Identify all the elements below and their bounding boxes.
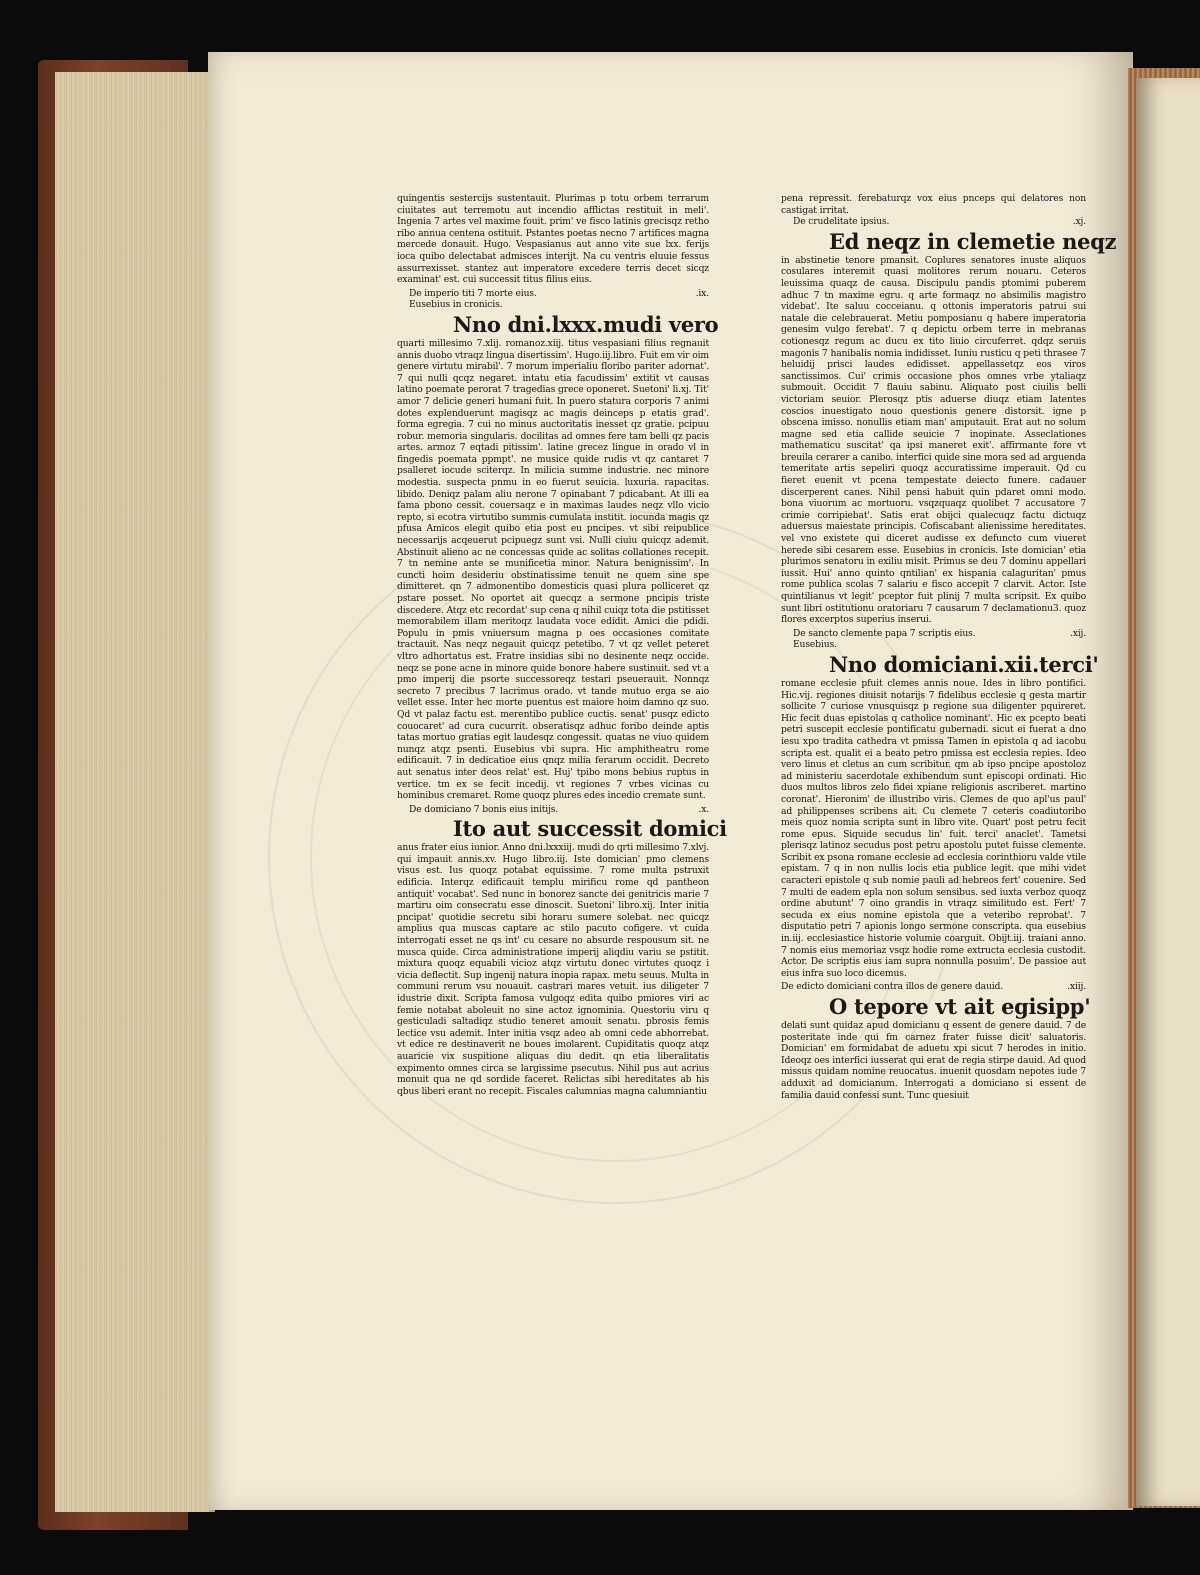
paragraph: quingentis sestercijs sustentauit. Plurimas p totu orbem terrarum ciuitates aut terremotu aut incendio afflictas restituit in meli'. Ingenia 7 artes vel maxime fouit. prim' ve fisco latinis grecisqz retho ribo annua centena ostituit. Pstantes poetas necno 7 artifices magna mercede donauit. Hugo. Vespasianus aut anno vite sue lxx. ferijs ioca quibo delectabat admisces interijt. Na cu ventris eluuie fessus assurrexisset. stantez aut imperatore excedere terris decet sicqz examinat' est. cui successit titus filius eius. xyxy=(397,193,709,286)
section-heading: Ed neqz in clemetie neqz xyxy=(829,228,1117,254)
section-heading: Nno dni.lxxx.mudi vero xyxy=(453,311,719,337)
page-block-edge xyxy=(55,72,215,1512)
chapter-number: .xj. xyxy=(1072,216,1086,228)
chapter-number: .xij. xyxy=(1069,627,1086,639)
chapter-number: .ix. xyxy=(695,287,709,299)
section-heading: O tepore vt ait egisipp' xyxy=(829,994,1091,1019)
rubric-text: De crudelitate ipsius. xyxy=(793,216,890,228)
section-rubric xyxy=(781,216,1086,228)
source-rubric: Eusebius in cronicis. xyxy=(409,299,503,311)
paragraph: pena repressit. ferebaturqz vox eius pnceps qui delatores non castigat irritat. xyxy=(781,193,1086,216)
paragraph: in abstinetie tenore pmansit. Coplures senatores inuste aliquos cosulares interemit quasi molitores rerum nouaru. Ceteros leuissima quaqz de causa. Discipulu pandis ptomimi puberem adhuc 7 tn maxime egru. q arte formaqz no absimilis magistro videbat'. Ite saluu cocceianu. q ottonis imperatoris patrui sui natale die celebrauerat. Metiu pomposianu q habere imperatoria genesim vulgo ferebat'. 7 q depictu orbem terre in mebranas cotionesqz regum ac ducu ex tito liuio circuferret. qdqz seruis magonis 7 hanibalis nomia indidisset. Iuniu rusticu q peti thrasee 7 heluidij prisci laudes edidisset. appellassetqz eos viros sanctissimos. Cui' crimis occasione phos omnes vrbe ytaliaqz submouit. Occidit 7 flauiu sabinu. Aliquato post ciuilis belli victoriam seuior. Plerosqz ptis aduerse diuqz etiam latentes coscios inuestigato nouo questionis genere distorsit. igne p obscena imisso. nonullis etiam man' amputauit. Erat aut no solum magne sed etia callide seuicie 7 inopinate. Asseclationes mathematicu suscitat' qa ipsi maneret exit'. affirmante fore vt breuila cerarer a canibo. interfici quide sine mora sed ad arguenda temeritate artis sepeliri quoqz accuratissime imperauit. Qd cu fieret euenit vt pcena tempestate deiecto funere. cadauer discerperent canes. Nihil pensi habuit quin pdaret omni modo. bona viuorum ac mortuoru. vsqzquaqz quolibet 7 accusatore 7 crimie corripiebat'. Satis erat obijci qualecuqz factu dictuqz aduersus maiestate principis. Cofiscabant alienissime hereditates. vel vno existete qui diceret audisse ex defuncto cum viueret herede sibi cesarem esse. Eusebius in cronicis. Iste domician' etia plurimos senatoru in exiliu misit. Primus se deu 7 dominu appellari iussit. Hui' anno quinto qntilian' ex hispania calaguritan' pmus rome publica scolas 7 salariu e fisco accepit 7 clarvit. Actor. Iste quintilianus vt legit' pceptor fuit plinij 7 multa scripsit. Ex quibo sunt libri ostitutionu oratoriaru 7 causarum 7 declamationu3. quoz flores excerptos superius inserui. xyxy=(781,254,1086,626)
paragraph: delati sunt quidaz apud domicianu q essent de genere dauid. 7 de posteritate inde qui fm carnez frater fuisse dicit' saluatoris. Domician' em formidabat de aduetu xpi sicut 7 herodes in initio. Ideoqz oes interfici iusserat qui erat de regia stirpe dauid. Ad quod missus quidam nomine reuocatus. inuenit quosdam nepotes iude 7 adduxit ad domicianum. Interrogati a domiciano si essent de familia dauid confessi sunt. Tunc quesiuit xyxy=(781,1020,1086,1101)
chapter-number: .x. xyxy=(698,803,709,815)
chapter-number: .xiij. xyxy=(1067,981,1086,993)
section-rubric xyxy=(397,288,709,300)
rubric-text: De imperio titi 7 morte eius. xyxy=(409,287,537,299)
source-rubric: Eusebius. xyxy=(793,639,837,651)
left-text-column xyxy=(397,193,727,1097)
rubric-text: De domiciano 7 bonis eius initijs. xyxy=(409,803,559,815)
right-text-column xyxy=(781,193,1117,1101)
facing-page xyxy=(1136,78,1200,1506)
section-rubric xyxy=(397,804,709,816)
rubric-text: De edicto domiciani contra illos de genere dauid. xyxy=(781,981,1004,993)
rubric-text: De sancto clemente papa 7 scriptis eius. xyxy=(793,627,976,639)
section-rubric xyxy=(781,981,1086,993)
section-rubric xyxy=(781,628,1086,640)
paragraph: quarti millesimo 7.xlij. romanoz.xiij. titus vespasiani filius regnauit annis duobo vtraqz lingua disertissim'. Hugo.iij.libro. Fuit em vir oim genere virtutu mirabil'. 7 morum imperialiu floribo pariter adornat'. 7 qui nulli qcqz negaret. intatu etia facudissim' extitit vt causas latino poemate perorat 7 tragedias grece oponeret. Suetoni' li.xj. Tit' amor 7 delicie generi humani fuit. In puero statura corporis 7 animi dotes explenduerunt magisqz ac magis deinceps p etatis grad'. forma egregia. 7 cui no minus auctoritatis inesset qz gratie. pcipuu robur. memoria singularis. docilitas ad omnes fere tam belli qz pacis artes. armoz 7 eqtadi pitissim'. latine grecez lingue in orado vl in fingedis poemata ppmpt'. ne musice quide rudis vt qz cantaret 7 psalleret iocude sciterqz. In milicia summe industrie. nec minore modestia. suspecta pnmu in eo fuerut seuicia. luxuria. rapacitas. libido. Deniqz palam aliu nerone 7 opinabant 7 pdicabant. At illi ea fama pbono cessit. couersaqz e in maximas laudes neqz vllo vicio repto, si ecotra virtutibo summis cumulata institit. iocunda magis qz pfusa Amicos elegit quibo etia post eu pncipes. vt sibi reipublice necessarijs acqeuerut pcipuegz sunt vsi. Nulli ciuiu quicqz ademit. Abstinuit alieno ac ne concessas quide ac solitas collationes recepit. 7 tn nemine ante se munificetia minor. Natura benignissim'. In cuncti hoim desideriu obstinatissime tenuit ne quem sine spe dimitteret. qn 7 admonentibo domesticis quasi plura polliceret qz pstare posset. No oportet ait quecqz a sermone pncipis triste discedere. Atqz etc recordat' sup cena q nihil cuiqz tota die pstitisset memorabilem illam meritoqz laudata voce edidit. Amici die pdidi. Populu in pmis vniuersum magna p oes occasiones comitate tractauit. Nas neqz negauit quicqz petetibo. 7 vt qz vellet peteret vltro adhortatus est. Fratre insidias sibi no desinente neqz occide. neqz se pone acne in minore quide bonore habere sustinuit. sed vt a pmo imperij die psorte successoreqz testari pseuerauit. Nonnqz secreto 7 precibus 7 lacrimus orado. vt tande mutuo erga se aio vellet esse. Inter hec morte puentus est maiore hoim damno qz suo. Qd vt palaz factu est. merentibo publice cuctis. senat' pusqz edicto couocaret' ad cura cucurrit. obseratisqz adhuc foribo deinde aptis tatas mortuo gratias egit laudesqz congessit. quatas ne viuo quidem nunqz atqz psenti. Eusebius vbi supra. Hic amphitheatru rome edificauit. 7 in dedicatioe eius qnqz milia ferarum occidit. Decreto aut senatus inter deos relat' est. Huj' tpibo mons bebius ruptus in vertice. tm ex se fecit incedij. vt regiones 7 vrbes vicinas cu hominibus cremaret. Rome quoqz plures edes incedio cremate sunt. xyxy=(397,337,709,802)
paragraph: anus frater eius iunior. Anno dni.lxxxiij. mudi do qrti millesimo 7.xlvj. qui impauit annis.xv. Hugo libro.iij. Iste domician' pmo clemens visus est. Ius quoqz potabat equissime. 7 rome multa pstruxit edificia. Interqz edificauit templu mirificu rome qd pantheon antiquit' vocabat'. Sed nunc in bonorez sancte dei genitricis marie 7 martiru oim consecratu esse dinoscit. Suetoni' libro.xij. Inter initia pncipat' quotidie secretu sibi horaru sumere solebat. nec quicqz amplius qua muscas captare ac stilo pacuto cofigere. vt cuida interrogati esset ne qs int' cu cesare no absurde respousum sit. ne musca quide. Circa administratione imperij aliqdiu variu se pstitit. mixtura quoqz equabili vicioz atqz virtutu donec virtutes quoqz i vicia deflectit. Sup ingenij natura inopia rapax. metu seuus. Multa in communi rerum vsu nouauit. castrari mares vetuit. ius diligeter 7 idustrie dixit. Scripta famosa vulgoqz edita quibo pmiores viri ac femie notabat aboleuit no sine actoz ignominia. Questoriu viru q gesticuladi saltadiqz studio teneret amouit senatu. pbrosis femis lectice vsu ademit. Inter initia vsqz adeo ab omni cede abhorrebat. vt edice re destinaverit ne boues imolarent. Cupiditatis quoqz atqz auaricie vix suspitione aliquas diu dedit. qn etia liberalitatis expimento omnes circa se largissime psecutus. Nihil pus aut acrius monuit qua ne qd sordide faceret. Relictas sibi hereditates ab his qbus liberi erant no recepit. Fiscales calumnias magna calumniantiu xyxy=(397,842,709,1097)
section-heading: Ito aut successit domici xyxy=(453,816,727,842)
section-heading: Nno domiciani.xii.terci' xyxy=(829,651,1099,677)
paragraph: romane ecclesie pfuit clemes annis noue. Ides in libro pontifici. Hic.vij. regiones diuisit notarijs 7 fidelibus ecclesie q gesta martir sollicite 7 curiose vnusquisqz p regione sua diligenter pquireret. Hic fecit duas epistolas q catholice nominant'. Hic ex pcepto beati petri suscepit ecclesie pontificatu gubernadi. sicut ei fuerat a dno iesu xpo tradita cathedra vt pmissa Tamen in epistola q ad iacobu scripta est. qualit ei a beato petro pmissa est ecclesia repies. Ideo vero linus et cletus an cum scribitur. qm ab ipso pncipe apostoloz ad ministeriu sacerdotale exhibendum sunt episcopi ordinati. Hic duos multos libros zelo fidei xpiane religionis ascriberet. martino coronat'. Hieronim' de illustribo viris. Clemes de quo apl'us paul' ad philippenses scribens ait. Cu clemete 7 ceteris coadiutoribo meis quoz nomia scripta sunt in libro vite. Quart' post petru fecit rome epus. Siquide secudus lin' fuit. terci' anaclet'. Tametsi plerisqz latinoz secudus post petru apostolu putet fuisse clemente. Scribit ex psona romane ecclesie ad ecclesia corinthioru valde vtile epistam. 7 q in non nullis locis etia publice legit. que mihi videt caracteri epistole q sub nomie pauli ad hebreos fert' couenire. Sed 7 multi de eadem epla non solum sensibus. sed iuxta verboz quoqz ordine abutunt' 7 oino grandis in vtraqz similitudo est. Fert' 7 secuda ex eius nomine epistola que a veteribo reprobat'. 7 disputatio petri 7 apionis longo sermone conscripta. qua eusebius in.iij. ecclesiastice historie volumie coarguit. Obijt.iij. traiani anno. 7 nomis eius memoriaz vsqz hodie rome extructa ecclesia custodit. Actor. De scriptis eius iam supra nonnulla posuim'. De passioe aut eius infra suo loco dicemus. xyxy=(781,677,1086,979)
